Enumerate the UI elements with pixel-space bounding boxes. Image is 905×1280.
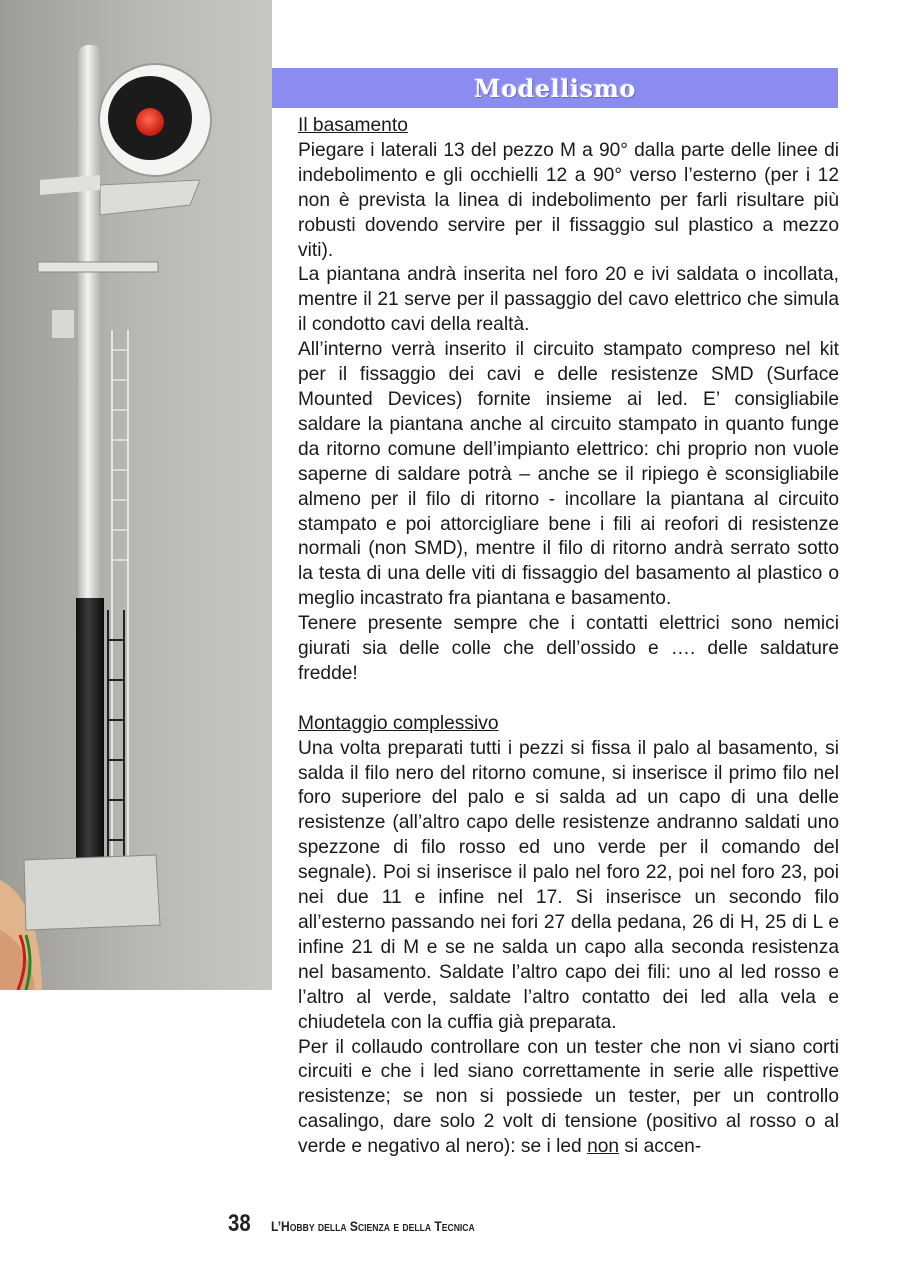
section-title: Modellismo — [474, 73, 636, 103]
section-heading-montaggio: Montaggio complessivo — [298, 712, 499, 734]
paragraph: La piantana andrà inserita nel foro 20 e ivi saldata o incollata, mentre il 21 serve per il passaggio del cavo elettrico che simula il condotto cavi della realtà. — [298, 264, 839, 336]
paragraph-last — [298, 1036, 839, 1161]
paragraph-text: si accen- — [619, 1136, 702, 1158]
paragraph: Tenere presente sempre che i contatti elettrici sono nemici giurati sia delle colle che dell’ossido e …. delle saldature fredde! — [298, 613, 839, 684]
article-body — [298, 114, 839, 1160]
section-heading-basamento: Il basamento — [298, 115, 408, 136]
signal-model-photo — [0, 0, 272, 990]
railway-signal-model-icon — [0, 0, 272, 990]
page-footer — [228, 1210, 508, 1238]
paragraph: Una volta preparati tutti i pezzi si fissa il palo al basamento, si salda il filo nero del ritorno comune, si inserisce il primo filo nel foro superiore del palo e si salda ad un capo di una delle resistenze (all’altro capo delle resistenze andranno saldati uno spezzone di filo rosso ed uno verde per il comando del segnale). Poi si inserisce il palo nel foro 22, poi nel foro 23, poi nei due 11 e infine nel 17. Si inserisce un secondo filo all’esterno passando nei fori 27 della pedana, 26 di H, 25 di L e infine 21 di M e se ne salda un capo alla seconda resistenza nel basamento. Saldate l’altro capo dei fili: uno al led rosso e l’altro al verde, saldate l’altro contatto dei led alla vela e chiudetela con la cuffia già preparata. — [298, 737, 839, 1033]
paragraph-gap — [298, 687, 839, 712]
publication-title: L’Hobby della Scienza e della Tecnica — [270, 1218, 475, 1234]
paragraph: All’interno verrà inserito il circuito stampato compreso nel kit per il fissaggio dei cavi e delle resistenze SMD (Surface Mounted Devices) fornite insieme ai led. E’ consigliabile saldare la piantana anche al circuito stampato in quanto funge da ritorno comune dell’impianto elettrico: chi proprio non vuole saperne di saldare potrà – anche se il ripiego è sconsigliabile almeno per il filo di ritorno - incollare la piantana al circuito stampato e poi attorcigliare bene i fili ai reofori di resistenze normali (non SMD), mentre il filo di ritorno andrà serrato sotto la testa di una delle viti di fissaggio del basamento al plastico o meglio incastrato fra piantana e basamento. — [298, 339, 839, 610]
paragraph: Piegare i laterali 13 del pezzo M a 90° dalla parte delle linee di indebolimento e gli occhielli 12 a 90° verso l’esterno (per i 12 non è prevista la linea di indebolimento per farli risultare più robusti dovendo servire per il fissaggio sul plastico a mezzo viti). — [298, 139, 839, 261]
page-number: 38 — [228, 1210, 251, 1237]
section-banner — [272, 68, 838, 108]
underlined-word: non — [587, 1136, 620, 1158]
paragraph-text: Per il collaudo controllare con un tester che non vi siano corti circuiti e che i led siano correttamente in serie alle rispettive resistenze; se non si possiede un tester, per un controllo casalingo, dare solo 2 volt di tensione (positivo al rosso o al verde e negativo al nero): se i led — [298, 1036, 839, 1158]
